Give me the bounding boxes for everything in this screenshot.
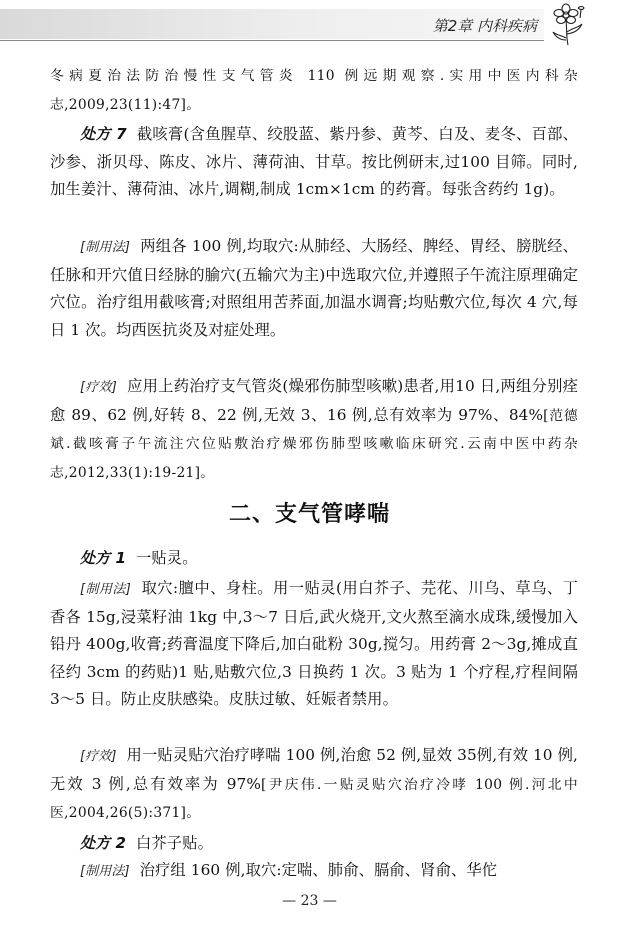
effect-7	[50, 373, 578, 487]
section-title: 二、支气管哮喘	[228, 502, 390, 527]
reference-text: 冬病夏治法防治慢性支气管炎 110 例远期观察.实用中医内科杂志,2009,23(11):47]。	[50, 68, 578, 113]
effect-tag: [疗效]	[80, 380, 117, 395]
header-rule	[0, 40, 544, 41]
page-number: — 23 —	[282, 893, 337, 909]
method-7	[50, 233, 578, 344]
prescription-2	[50, 830, 578, 858]
effect-reference: [范德斌.截咳膏子午流注穴位贴敷治疗燥邪伤肺型咳嗽临床研究.云南中医中药杂志,2012,33(1):19-21]。	[50, 407, 578, 481]
flower-icon	[544, 2, 594, 46]
effect-tag: [疗效]	[80, 749, 117, 764]
prescription-text: 白芥子贴。	[136, 834, 213, 852]
prescription-label: 处方 2	[80, 834, 127, 852]
effect-text: 应用上药治疗支气管炎(燥邪伤肺型咳嗽)患者,用10 日,两组分别痊愈 89、62 例,好转 8、22 例,无效 3、16 例,总有效率为 97%、84%	[50, 377, 578, 424]
prescription-label: 处方 1	[80, 549, 127, 567]
prescription-label: 处方 7	[80, 125, 127, 143]
prescription-7	[50, 121, 578, 204]
paragraph-reference-continuation	[50, 62, 578, 119]
method-tag: [制用法]	[80, 864, 130, 879]
effect-text: 用一贴灵贴穴治疗哮喘 100 例,治愈 52 例,显效 35例,有效 10 例,无效 3 例,总有效率为 97%	[50, 746, 578, 793]
method-text: 取穴:膻中、身柱。用一贴灵(用白芥子、芫花、川乌、草乌、丁香各 15g,浸菜籽油 1kg 中,3～7 日后,武火烧开,文火熬至滴水成珠,缓慢加入铅丹 400g,收膏;药膏温度下降后,加白砒粉 30g,搅匀。用药膏 2～3g,摊成直径约 3cm 的药贴)1 贴,贴敷穴位,3 日换药 1 次。3 贴为 1 个疗程,疗程间隔 3～5 日。防止皮肤感染。皮肤过敏、妊娠者禁用。	[50, 579, 578, 708]
method-text: 治疗组 160 例,取穴:定喘、肺俞、膈俞、肾俞、华佗	[139, 861, 498, 879]
effect-1	[50, 742, 578, 828]
effect-reference: [尹庆伟.一贴灵贴穴治疗冷哮 100 例.河北中医,2004,26(5):371]。	[50, 776, 578, 821]
prescription-1	[50, 545, 578, 573]
chapter-title: 第2章 内科疾病	[432, 17, 537, 35]
method-tag: [制用法]	[80, 240, 131, 255]
prescription-text: 截咳膏(含鱼腥草、绞股蓝、紫丹参、黄芩、白及、麦冬、百部、沙参、浙贝母、陈皮、冰片、薄荷油、甘草。按比例研末,过100 目筛。同时,加生姜汁、薄荷油、冰片,调糊,制成 1cm×1cm 的药膏。每张含药约 1g)。	[50, 125, 579, 198]
method-tag: [制用法]	[80, 582, 131, 597]
method-2	[50, 857, 578, 886]
prescription-text: 一贴灵。	[136, 549, 198, 567]
method-1	[50, 575, 578, 714]
method-text: 两组各 100 例,均取穴:从肺经、大肠经、脾经、胃经、膀胱经、任脉和开穴值日经脉的腧穴(五输穴为主)中选取穴位,并遵照子午流注原理确定穴位。治疗组用截咳膏;对照组用苦荞面,加温水调膏;均贴敷穴位,每次 4 穴,每日 1 次。均西医抗炎及对症处理。	[50, 237, 578, 339]
